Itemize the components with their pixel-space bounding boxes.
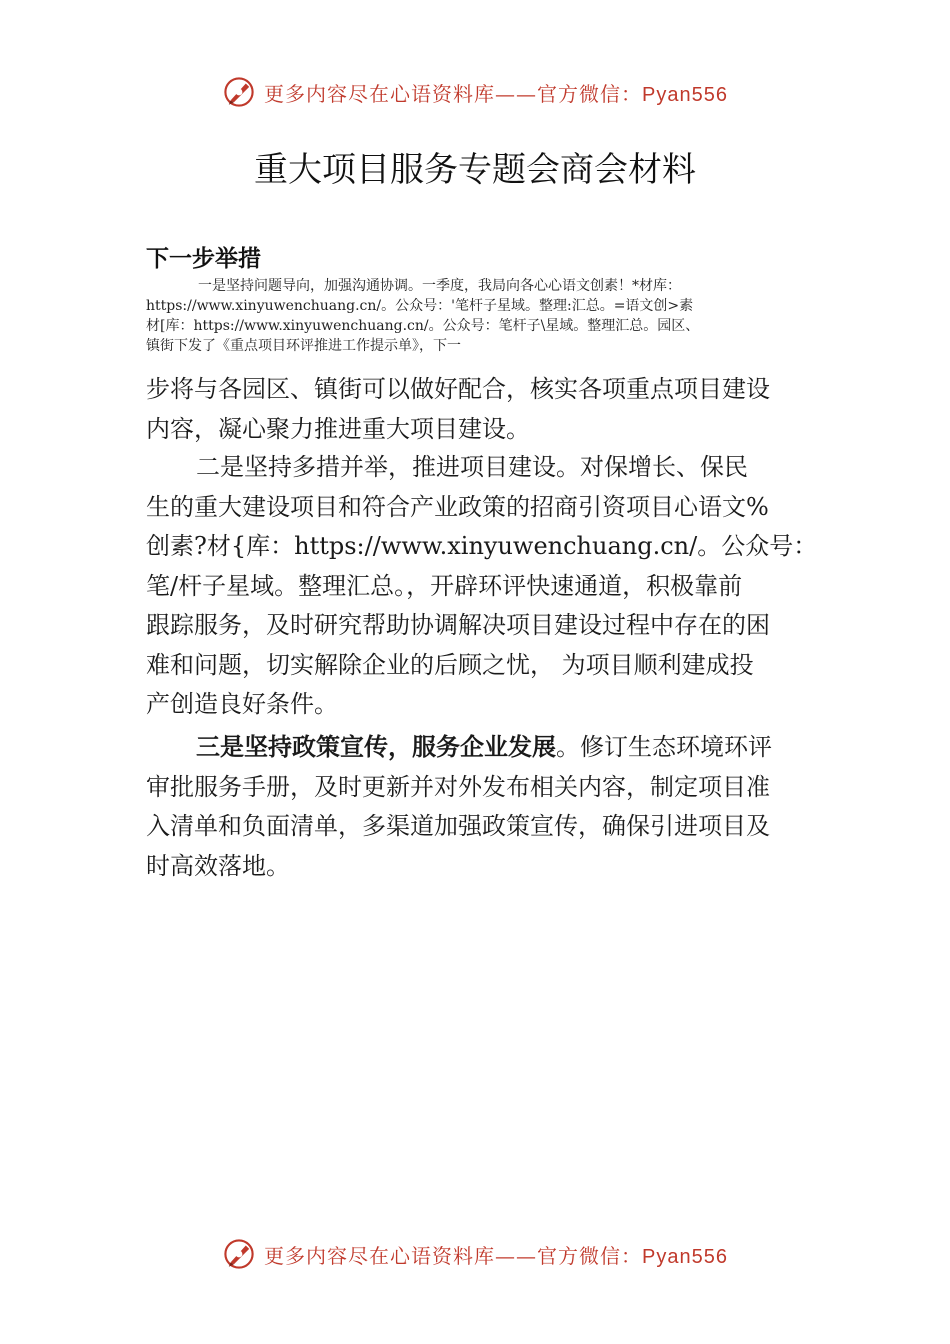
pen-logo-icon bbox=[222, 75, 256, 109]
banner-text: 更多内容尽在心语资料库——官方微信：Pyan556 bbox=[264, 81, 728, 106]
text-line: 创素?材{库：https://www.xinyuwenchuang.cn/。公众号： bbox=[146, 532, 818, 560]
page-title: 重大项目服务专题会商会材料 bbox=[254, 150, 696, 190]
text-line: 产创造良好条件。 bbox=[146, 690, 338, 718]
small-paragraph bbox=[146, 276, 808, 356]
header-banner bbox=[0, 72, 950, 112]
text-line: 步将与各园区、镇街可以做好配合，核实各项重点项目建设 bbox=[146, 375, 770, 403]
text-line: https://www.xinyuwenchuang.cn/。公众号：'笔杆子星域。整理:汇总。=语文创>素 bbox=[146, 298, 694, 314]
text-line: 内容，凝心聚力推进重大项目建设。 bbox=[146, 414, 530, 443]
text-line bbox=[146, 727, 810, 768]
text-line: 难和问题，切实解除企业的后顾之忧， 为项目顺利建成投 bbox=[146, 650, 754, 679]
footer-banner bbox=[0, 1234, 950, 1274]
text-line: 一是坚持问题导向，加强沟通协调。一季度，我局向各心心语文创素！*材库： bbox=[198, 278, 681, 294]
text-line: 时高效落地。 bbox=[146, 851, 290, 880]
text-line: 跟踪服务，及时研究帮助协调解决项目建设过程中存在的困 bbox=[146, 611, 770, 639]
banner-text: 更多内容尽在心语资料库——官方微信：Pyan556 bbox=[264, 1243, 728, 1268]
section-heading: 下一步举措 bbox=[146, 246, 261, 272]
text-line: 入清单和负面清单，多渠道加强政策宣传，确保引进项目及 bbox=[146, 812, 770, 840]
text-line: 审批服务手册，及时更新并对外发布相关内容，制定项目准 bbox=[146, 772, 770, 801]
paragraph-two bbox=[146, 448, 818, 725]
text-line: 材[库：https://www.xinyuwenchuang.cn/。公众号：笔杆子\星域。整理汇总。园区、 bbox=[146, 318, 700, 334]
paragraph-three bbox=[146, 727, 810, 886]
text-line: 生的重大建设项目和符合产业政策的招商引资项目心语文% bbox=[146, 492, 769, 521]
text-line: 笔/杆子星域。整理汇总。，开辟环评快速通道，积极靠前 bbox=[146, 571, 743, 600]
lead-rest: 。修订生态环境环评 bbox=[556, 733, 772, 761]
text-line: 二是坚持多措并举，推进项目建设。对保增长、保民 bbox=[196, 453, 748, 481]
text-line: 镇街下发了《重点项目环评推进工作提示单》，下一 bbox=[146, 338, 461, 354]
pen-logo-icon bbox=[222, 1237, 256, 1271]
bold-lead: 三是坚持政策宣传，服务企业发展 bbox=[196, 732, 556, 761]
paragraph-continuation bbox=[146, 370, 810, 449]
